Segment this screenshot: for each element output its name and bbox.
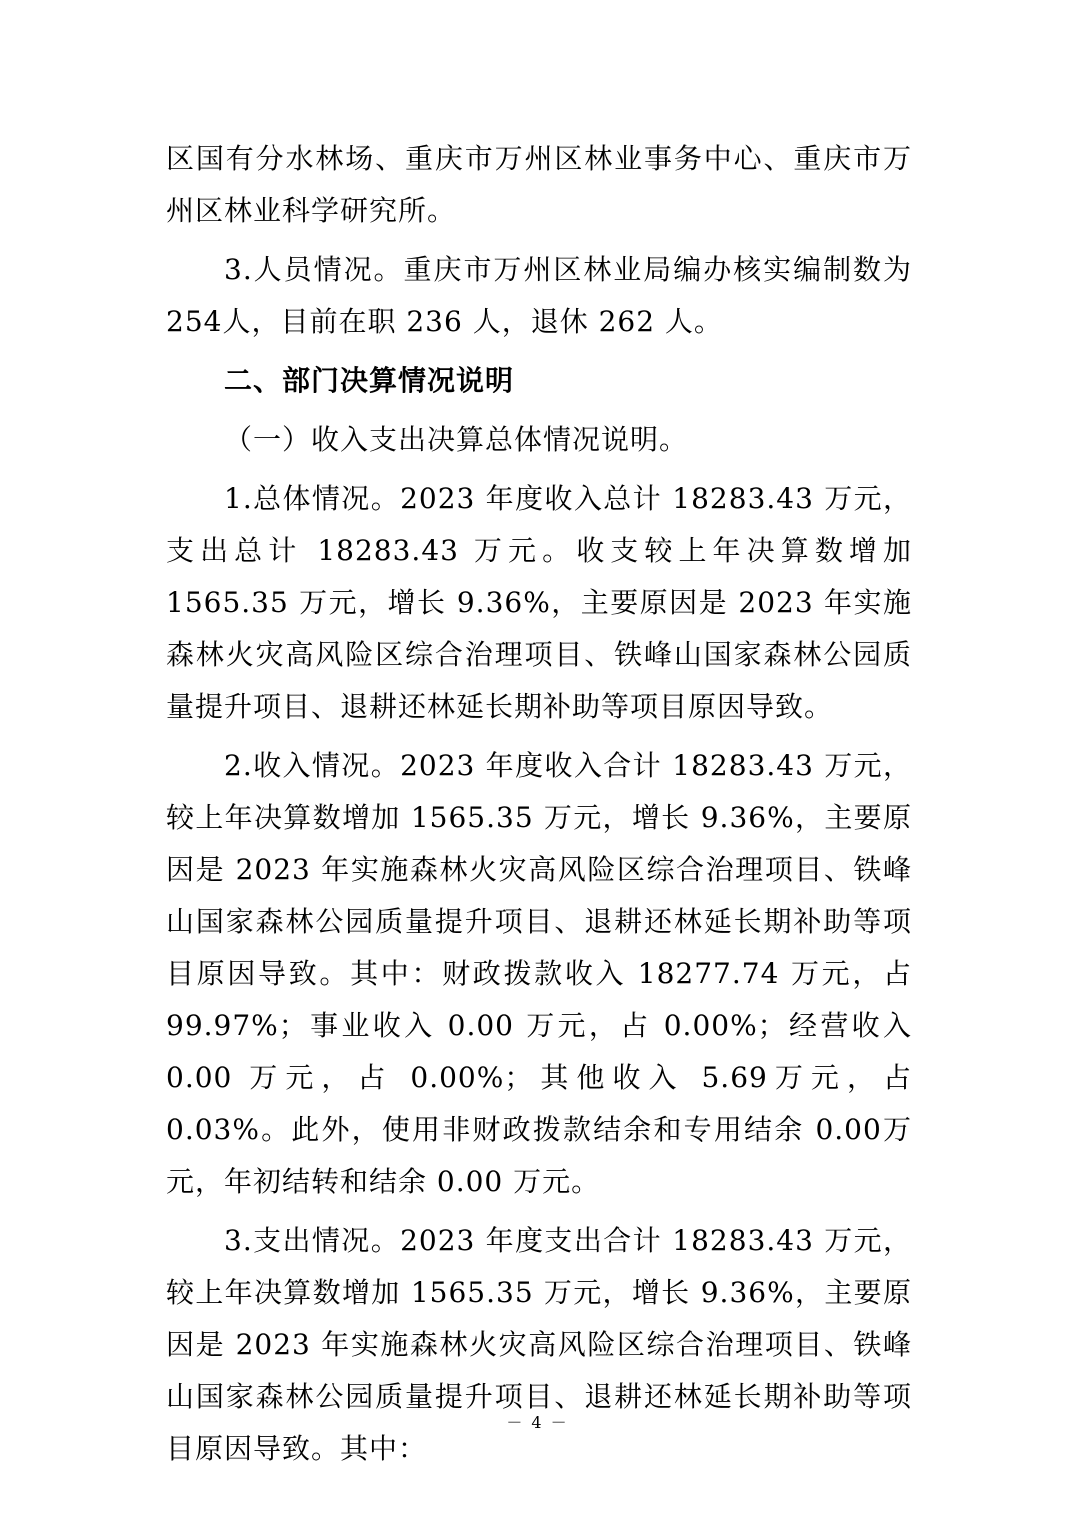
paragraph-income: 2.收入情况。2023 年度收入合计 18283.43 万元，较上年决算数增加 1565.35 万元，增长 9.36%，主要原因是 2023 年实施森林火灾高风险区综合治理项目、铁峰山国家森林公园质量提升项目、退耕还林延长期补助等项目原因导致。其中：财政拨款收入 18277.74 万元，占 99.97%；事业收入 0.00 万元，占 0.00%；经营收入 0.00 万元，占 0.00%；其他收入 5.69万元，占 0.03%。此外，使用非财政拨款结余和专用结余 0.00万元，年初结转和结余 0.00 万元。 <box>166 749 912 1198</box>
paragraph-continuation: 区国有分水林场、重庆市万州区林业事务中心、重庆市万州区林业科学研究所。 <box>166 142 912 227</box>
page-number: － 4 － <box>506 1413 569 1432</box>
subsection-heading: （一）收入支出决算总体情况说明。 <box>224 423 689 456</box>
section-heading: 二、部门决算情况说明 <box>224 364 515 397</box>
paragraph-overall: 1.总体情况。2023 年度收入总计 18283.43 万元，支出总计 18283.43 万元。收支较上年决算数增加 1565.35 万元，增长 9.36%，主要原因是 2023 年实施森林火灾高风险区综合治理项目、铁峰山国家森林公园质量提升项目、退耕还林延长期补助等项目原因导致。 <box>166 482 912 723</box>
paragraph-expenditure: 3.支出情况。2023 年度支出合计 18283.43 万元，较上年决算数增加 1565.35 万元，增长 9.36%，主要原因是 2023 年实施森林火灾高风险区综合治理项目、铁峰山国家森林公园质量提升项目、退耕还林延长期补助等项目原因导致。其中： <box>166 1224 912 1465</box>
document-body <box>166 133 912 1475</box>
paragraph-personnel: 3.人员情况。重庆市万州区林业局编办核实编制数为 254人，目前在职 236 人，退休 262 人。 <box>166 253 912 338</box>
